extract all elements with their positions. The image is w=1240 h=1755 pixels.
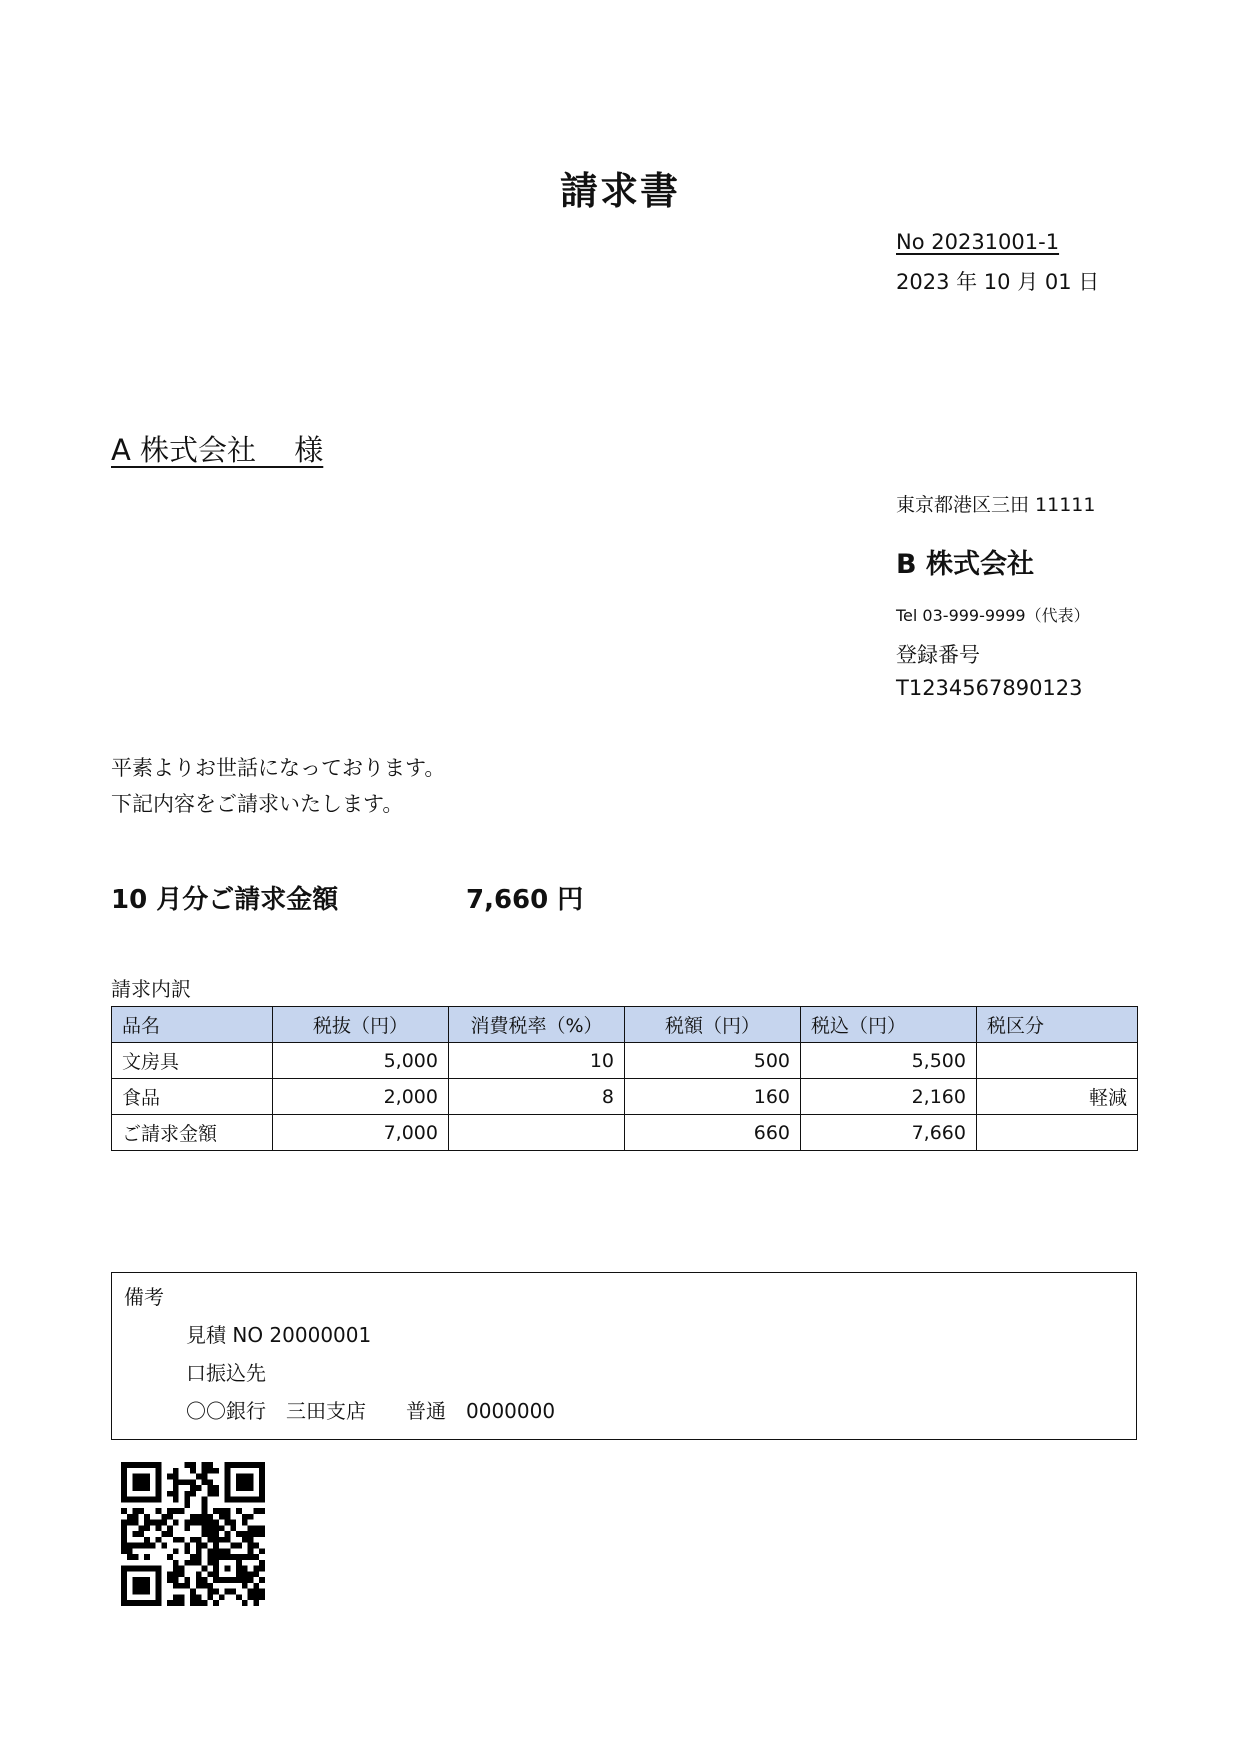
cell-item: ご請求金額 (112, 1115, 273, 1151)
total-amount: 7,660 円 (466, 885, 584, 915)
cell-tax-included: 5,500 (801, 1043, 977, 1079)
column-header-pretax: 税抜（円） (273, 1007, 449, 1043)
table-row (112, 1043, 1138, 1079)
note-line-bank-account: 〇〇銀行 三田支店 普通 0000000 (186, 1399, 556, 1423)
sender-tel: Tel 03-999-9999（代表） (896, 606, 1090, 625)
table-total-row (112, 1115, 1138, 1151)
cell-tax-category: 軽減 (977, 1079, 1138, 1115)
greeting-line: 下記内容をご請求いたします。 (111, 792, 404, 816)
sender-company: B 株式会社 (896, 549, 1034, 580)
table-row (112, 1079, 1138, 1115)
qr-code-icon (121, 1462, 265, 1606)
cell-tax-rate (449, 1115, 625, 1151)
cell-tax-included: 2,160 (801, 1079, 977, 1115)
note-line-estimate: 見積 NO 20000001 (186, 1323, 372, 1347)
document-number: No 20231001-1 (896, 230, 1060, 254)
column-header-tax-category: 税区分 (977, 1007, 1138, 1043)
greeting-line: 平素よりお世話になっております。 (111, 756, 446, 780)
cell-pretax: 2,000 (273, 1079, 449, 1115)
cell-tax-category (977, 1115, 1138, 1151)
notes-title: 備考 (124, 1285, 164, 1309)
column-header-tax-included: 税込（円） (801, 1007, 977, 1043)
cell-tax-amount: 160 (625, 1079, 801, 1115)
issue-date: 2023 年 10 月 01 日 (896, 270, 1100, 294)
table-header-row (112, 1007, 1138, 1043)
cell-pretax: 7,000 (273, 1115, 449, 1151)
registration-number: T1234567890123 (896, 676, 1083, 700)
cell-tax-amount: 660 (625, 1115, 801, 1151)
column-header-tax-amount: 税額（円） (625, 1007, 801, 1043)
cell-tax-amount: 500 (625, 1043, 801, 1079)
cell-tax-rate: 8 (449, 1079, 625, 1115)
total-label: 10 月分ご請求金額 (111, 885, 339, 915)
sender-address: 東京都港区三田 11111 (896, 494, 1096, 516)
document-title: 請求書 (559, 169, 680, 213)
cell-tax-included: 7,660 (801, 1115, 977, 1151)
registration-label: 登録番号 (896, 643, 980, 667)
column-header-item: 品名 (112, 1007, 273, 1043)
cell-item: 食品 (112, 1079, 273, 1115)
recipient-name: A 株式会社 様 (111, 433, 324, 467)
notes-box (111, 1272, 1137, 1440)
cell-tax-category (977, 1043, 1138, 1079)
breakdown-label: 請求内訳 (111, 977, 191, 1001)
cell-pretax: 5,000 (273, 1043, 449, 1079)
column-header-tax-rate: 消費税率（%） (449, 1007, 625, 1043)
cell-item: 文房具 (112, 1043, 273, 1079)
note-line-transfer-heading: 口振込先 (186, 1361, 266, 1385)
cell-tax-rate: 10 (449, 1043, 625, 1079)
invoice-items-table (111, 1006, 1138, 1151)
